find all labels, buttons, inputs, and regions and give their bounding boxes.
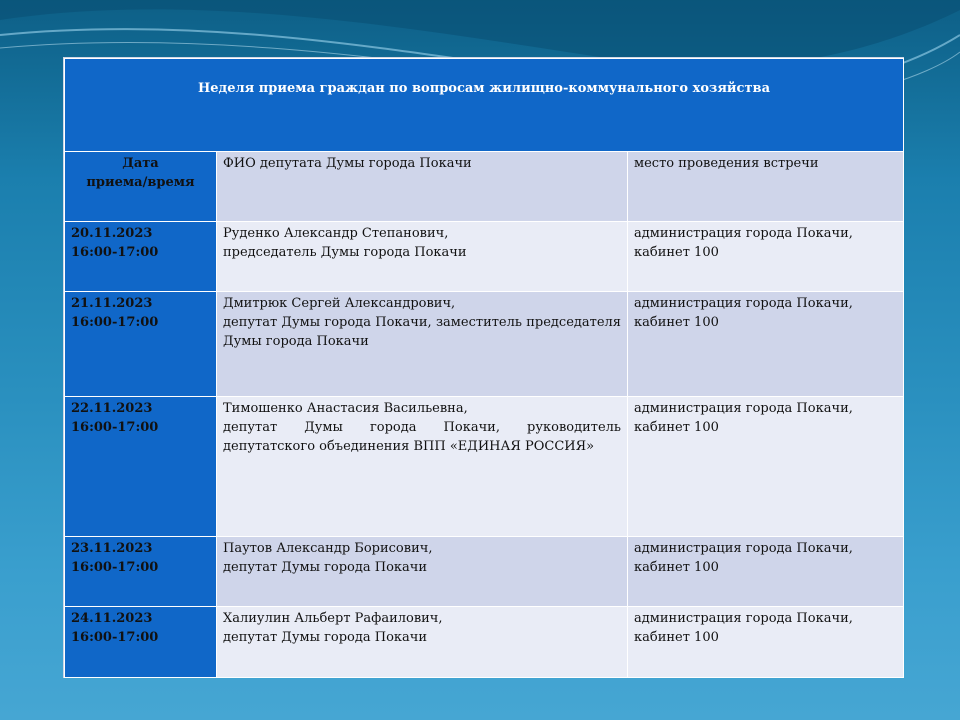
row-deputy: Паутов Александр Борисович, депутат Думы города Покачи xyxy=(217,537,628,607)
row-date: 22.11.2023 16:00-17:00 xyxy=(65,397,217,537)
row-date: 23.11.2023 16:00-17:00 xyxy=(65,537,217,607)
row-date: 21.11.2023 16:00-17:00 xyxy=(65,292,217,397)
row-place: администрация города Покачи, кабинет 100 xyxy=(628,222,904,292)
reception-schedule-table xyxy=(63,57,904,678)
header-date: Дата приема/время xyxy=(65,152,217,222)
row-date: 24.11.2023 16:00-17:00 xyxy=(65,607,217,678)
row-deputy: Тимошенко Анастасия Васильевна, депутат Думы города Покачи, руководитель депутатского объединения ВПП «ЕДИНАЯ РОССИЯ» xyxy=(217,397,628,537)
header-name: ФИО депутата Думы города Покачи xyxy=(217,152,628,222)
row-date: 20.11.2023 16:00-17:00 xyxy=(65,222,217,292)
table-row xyxy=(65,537,904,607)
row-place: администрация города Покачи, кабинет 100 xyxy=(628,397,904,537)
row-deputy: Халиулин Альберт Рафаилович, депутат Думы города Покачи xyxy=(217,607,628,678)
table-row xyxy=(65,607,904,678)
row-deputy: Дмитрюк Сергей Александрович, депутат Думы города Покачи, заместитель председателя Думы города Покачи xyxy=(217,292,628,397)
row-deputy: Руденко Александр Степанович, председатель Думы города Покачи xyxy=(217,222,628,292)
row-place: администрация города Покачи, кабинет 100 xyxy=(628,607,904,678)
table-title: Неделя приема граждан по вопросам жилищно-коммунального хозяйства xyxy=(65,59,904,152)
row-place: администрация города Покачи, кабинет 100 xyxy=(628,292,904,397)
row-place: администрация города Покачи, кабинет 100 xyxy=(628,537,904,607)
table-row xyxy=(65,222,904,292)
header-place: место проведения встречи xyxy=(628,152,904,222)
table-row xyxy=(65,397,904,537)
table-row xyxy=(65,292,904,397)
